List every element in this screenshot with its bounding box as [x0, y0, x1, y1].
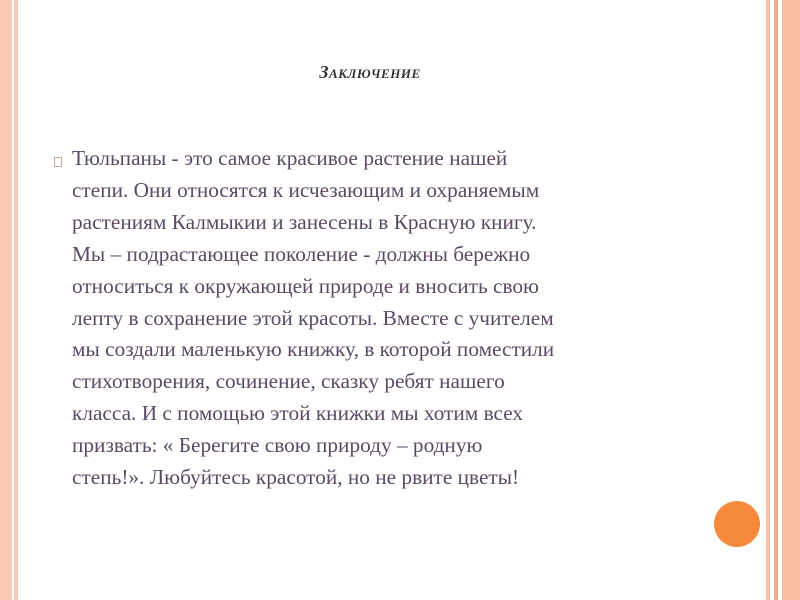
paragraph-line: стихотворения, сочинение, сказку ребят нашего [72, 369, 505, 394]
square-bullet-icon [54, 157, 62, 167]
paragraph-line: Мы – подрастающее поколение - должны бережно [72, 241, 531, 266]
slide-title: Заключение [319, 62, 421, 82]
paragraph-line: степь!». Любуйтесь красотой, но не рвите цветы! [72, 465, 520, 490]
orange-circle-icon [714, 501, 760, 547]
paragraph-line: лепту в сохранение этой красоты. Вместе с учителем [72, 305, 554, 330]
paragraph-line: относиться к окружающей природе и вносить свою [72, 273, 539, 298]
paragraph-line: класса. И с помощью этой книжки мы хотим всех [72, 401, 524, 426]
paragraph-line: степи. Они относятся к исчезающим и охраняемым [72, 177, 540, 202]
left-border-decoration [0, 0, 18, 600]
paragraph-line: мы создали маленькую книжку, в которой поместили [72, 337, 555, 362]
paragraph-line: призвать: « Берегите свою природу – родную [72, 433, 483, 458]
paragraph-line: Тюльпаны - это самое красивое растение нашей [72, 146, 508, 170]
paragraph-line: растениям Калмыкии и занесены в Красную книгу. [72, 209, 537, 234]
right-border-decoration [760, 0, 800, 600]
body-paragraph [72, 143, 692, 494]
